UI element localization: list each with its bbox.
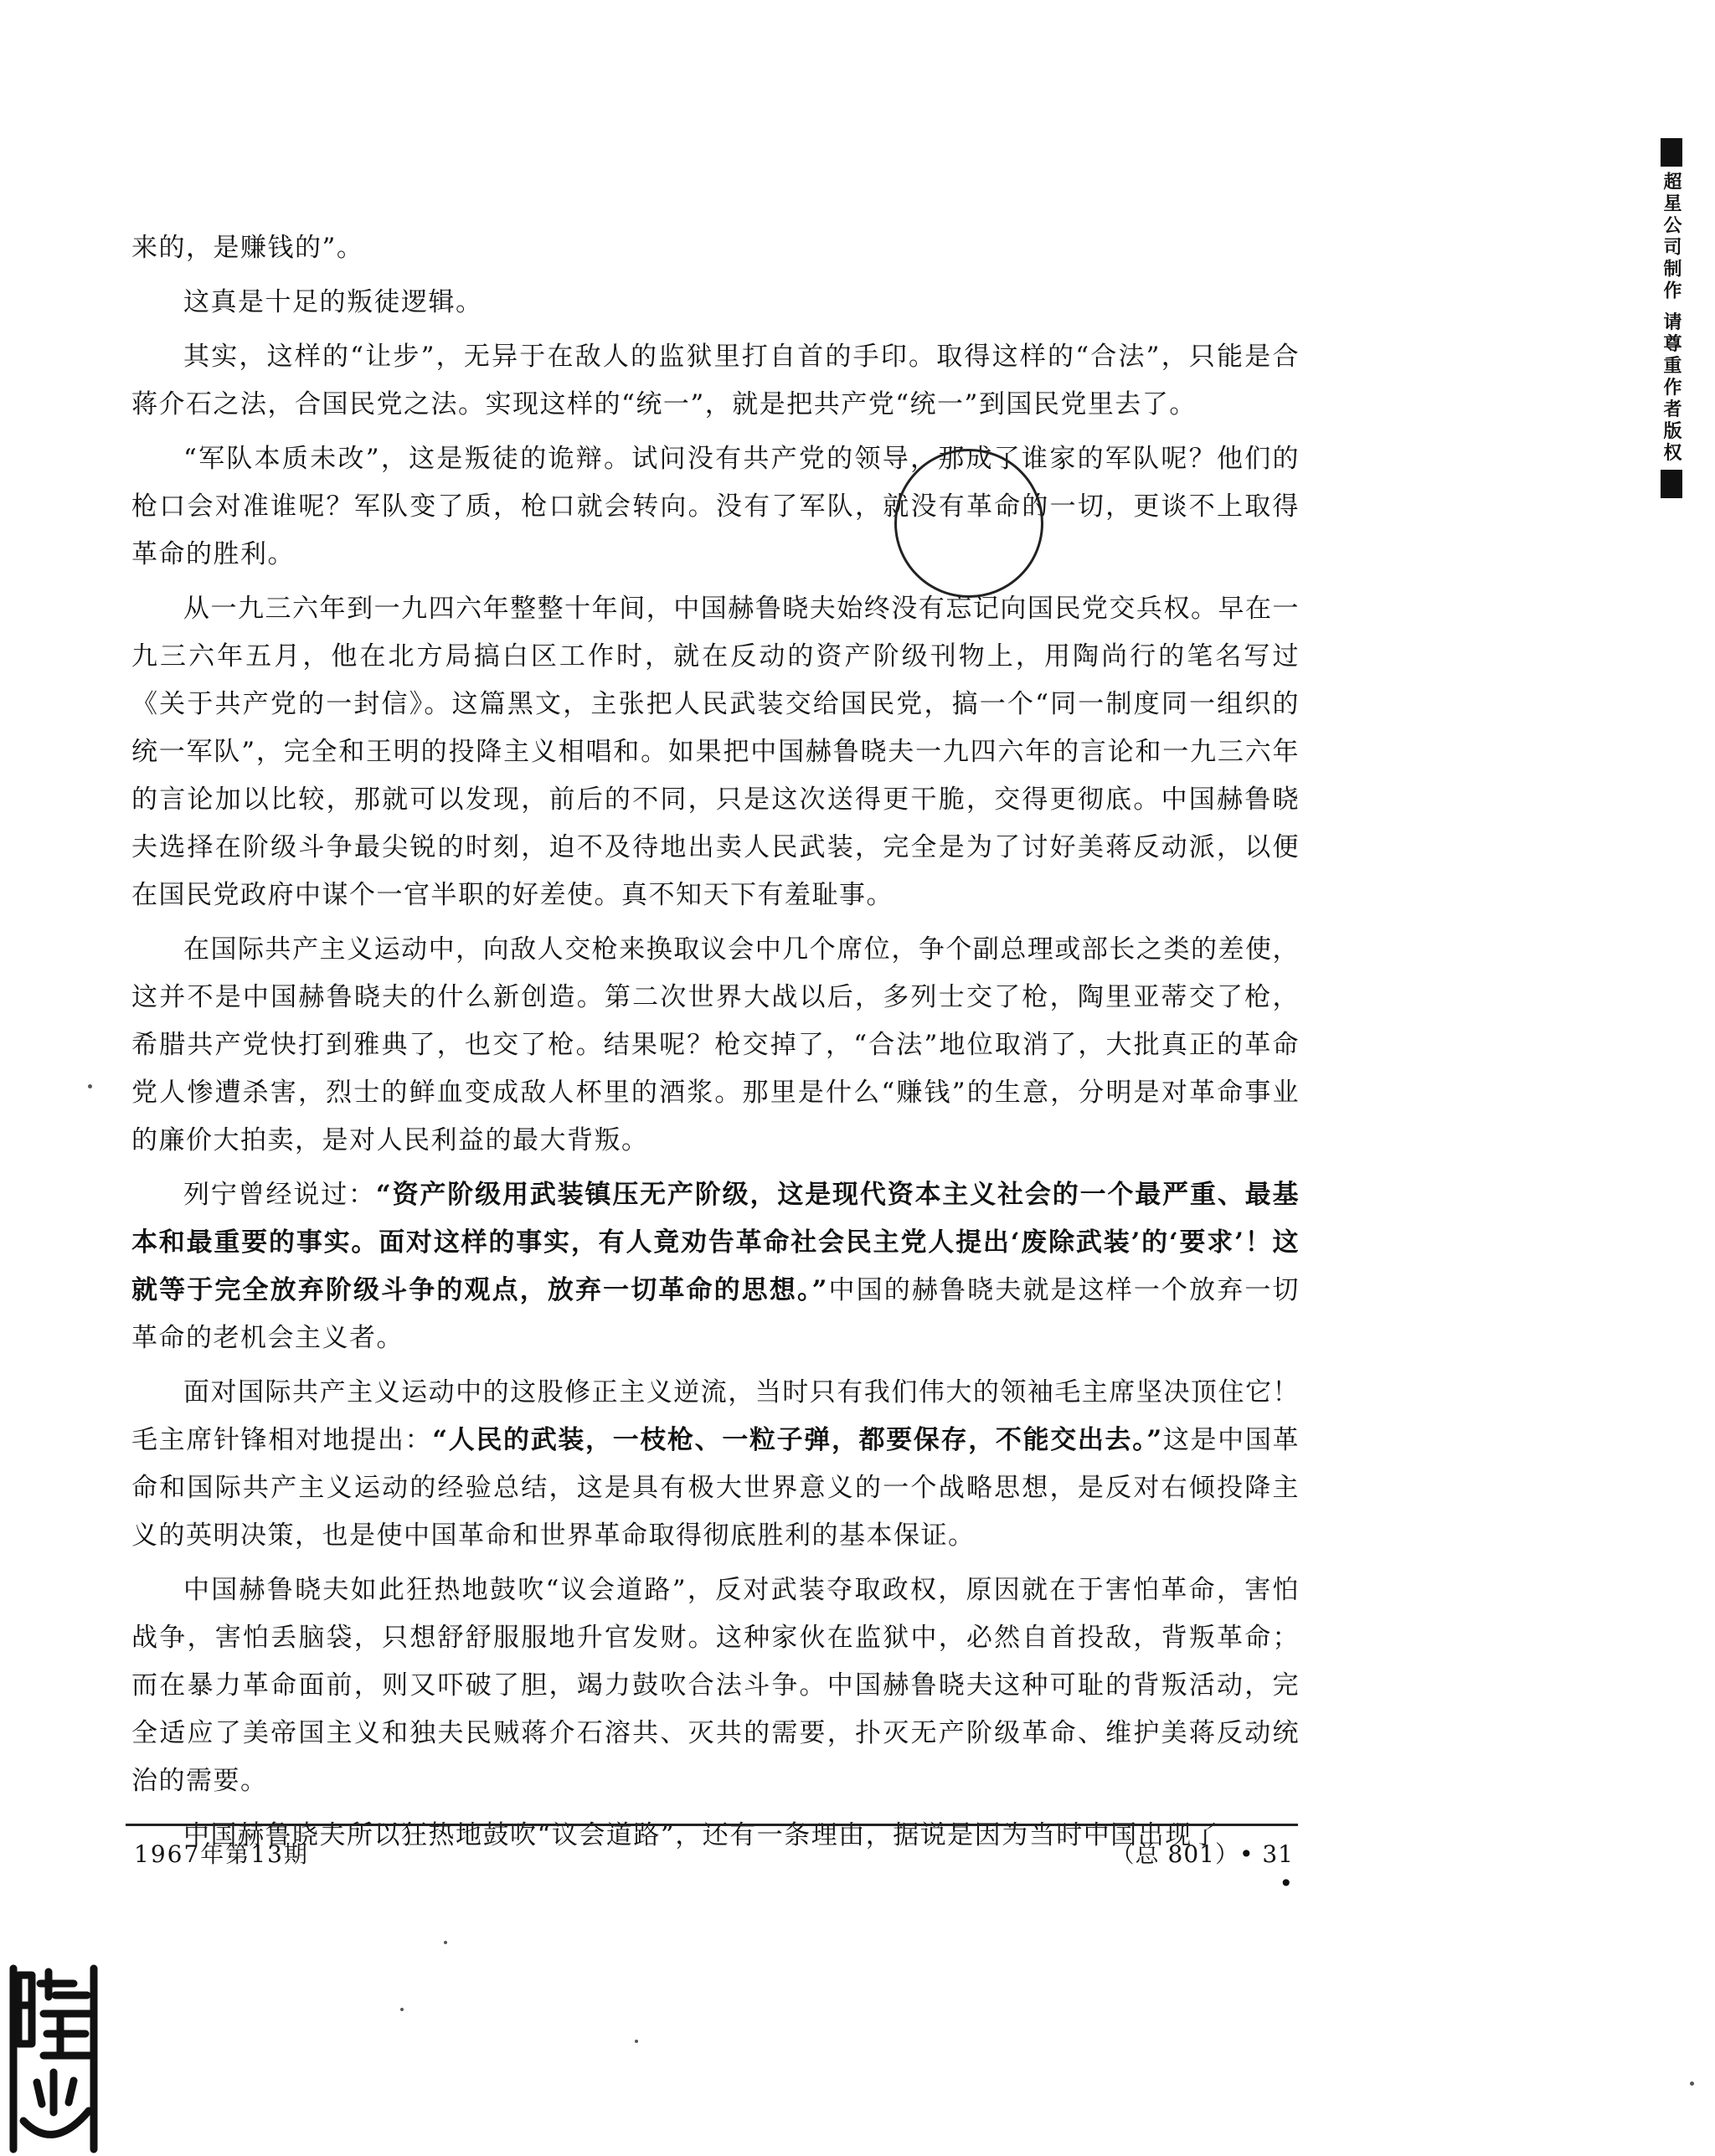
mao-after: 这是中国革命和国际共产主义运动的经验总结，这是具有极大世界意义的一个战略思想，是反对右倾投降主义的英明决策，也是使中国革命和世界革命取得彻底胜利的基本保证。 bbox=[131, 1425, 1300, 1551]
scan-speck bbox=[635, 2040, 638, 2043]
paragraph: “军队本质未改”，这是叛徒的诡辩。试问没有共产党的领导，那成了谁家的军队呢？他们的枪口会对准谁呢？军队变了质，枪口就会转向。没有了军队，就没有革命的一切，更谈不上取得革命的胜利。 bbox=[131, 444, 1300, 569]
scan-speck bbox=[400, 2008, 404, 2011]
page-number: （总 801）• 31 • bbox=[1110, 1840, 1294, 1897]
side-note: 超星公司制作 请尊重作者版权 bbox=[1661, 172, 1682, 465]
article-body bbox=[131, 224, 1300, 1860]
side-bar-block-bottom bbox=[1661, 470, 1682, 498]
scan-speck bbox=[444, 1941, 447, 1944]
paragraph: 来的，是赚钱的”。 bbox=[131, 233, 364, 263]
paragraph: 中国赫鲁晓夫如此狂热地鼓吹“议会道路”，反对武装夺取政权，原因就在于害怕革命，害怕战争，害怕丢脑袋，只想舒舒服服地升官发财。这种家伙在监狱中，必然自首投敌，背叛革命；而在暴力革命面前，则又吓破了胆，竭力鼓吹合法斗争。中国赫鲁晓夫这种可耻的背叛活动，完全适应了美帝国主义和独夫民贼蒋介石溶共、灭共的需要，扑灭无产阶级革命、维护美蒋反动统治的需要。 bbox=[131, 1575, 1300, 1796]
mao-quote: “人民的武装，一枝枪、一粒子弹，都要保存，不能交出去。” bbox=[432, 1425, 1163, 1455]
paragraph: 其实，这样的“让步”，无异于在敌人的监狱里打自首的手印。取得这样的“合法”，只能是合蒋介石之法，合国民党之法。实现这样的“统一”，就是把共产党“统一”到国民党里去了。 bbox=[131, 342, 1300, 419]
issue-label: 1967年第13期 bbox=[134, 1840, 309, 1868]
paragraph: 在国际共产主义运动中，向敌人交枪来换取议会中几个席位，争个副总理或部长之类的差使，这并不是中国赫鲁晓夫的什么新创造。第二次世界大战以后，多列士交了枪，陶里亚蒂交了枪，希腊共产党快打到雅典了，也交了枪。结果呢？枪交掉了，“合法”地位取消了，大批真正的革命党人惨遭杀害，烈士的鲜血变成敌人杯里的酒浆。那里是什么“赚钱”的生意，分明是对革命事业的廉价大拍卖，是对人民利益的最大背叛。 bbox=[131, 934, 1300, 1155]
stamp-circle bbox=[894, 449, 1043, 598]
footer-divider bbox=[126, 1824, 1298, 1826]
paragraph: 中国赫鲁晓夫所以狂热地鼓吹“议会道路”，还有一条理由，据说是因为当时中国出现了 bbox=[183, 1820, 1220, 1850]
paragraph: 从一九三六年到一九四六年整整十年间，中国赫鲁晓夫始终没有忘记向国民党交兵权。早在一九三六年五月，他在北方局搞白区工作时，就在反动的资产阶级刊物上，用陶尚行的笔名写过《关于共产党的一封信》。这篇黑文，主张把人民武装交给国民党，搞一个“同一制度同一组织的统一军队”，完全和王明的投降主义相唱和。如果把中国赫鲁晓夫一九四六年的言论和一九三六年的言论加以比较，那就可以发现，前后的不同，只是这次送得更干脆，交得更彻底。中国赫鲁晓夫选择在阶级斗争最尖锐的时刻，迫不及待地出卖人民武装，完全是为了讨好美蒋反动派，以便在国民党政府中谋个一官半职的好差使。真不知天下有羞耻事。 bbox=[131, 594, 1300, 910]
mao-before: 面对国际共产主义运动中的这股修正主义逆流，当时只有我们伟大的领袖毛主席坚决顶住它！毛主席针锋相对地提出： bbox=[131, 1377, 1300, 1455]
scan-speck bbox=[1690, 2081, 1694, 2086]
paragraph: 这真是十足的叛徒逻辑。 bbox=[183, 287, 483, 317]
lenin-after: 中国的赫鲁晓夫就是这样一个放弃一切革命的老机会主义者。 bbox=[131, 1275, 1300, 1353]
watermark-side-bar bbox=[1660, 138, 1683, 498]
paragraph-mao bbox=[131, 1369, 1300, 1560]
side-bar-block-top bbox=[1661, 138, 1682, 167]
library-logo-icon bbox=[7, 1963, 100, 2154]
lenin-intro: 列宁曾经说过： bbox=[183, 1180, 376, 1210]
scan-speck bbox=[88, 1084, 92, 1088]
lenin-quote: “资产阶级用武装镇压无产阶级，这是现代资本主义社会的一个最严重、最基本和最重要的事实。面对这样的事实，有人竟劝告革命社会民主党人提出‘废除武装’的‘要求’！这就等于完全放弃阶级斗争的观点，放弃一切革命的思想。” bbox=[131, 1180, 1300, 1305]
paragraph-lenin bbox=[131, 1171, 1300, 1362]
